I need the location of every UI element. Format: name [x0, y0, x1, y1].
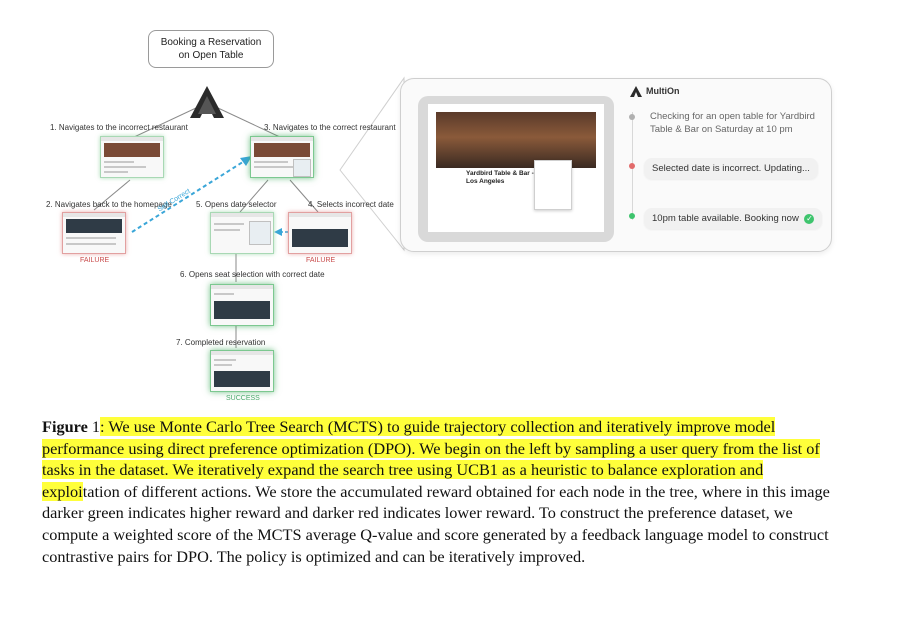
tablet-screen	[428, 104, 604, 232]
caption-highlighted-text: : We use Monte Carlo Tree Search (MCTS) to guide trajectory collection and iteratively improve model performance using direct preference optimization (DPO). We begin on the left by sampling a user query from the list of tasks in the dataset. We iteratively expand the search tree using UCB1 as a heuristic to balance exploration and exploi	[42, 417, 820, 501]
multion-logo-icon	[186, 84, 228, 122]
figure-caption	[42, 416, 842, 567]
step3-label: 3. Navigates to the correct restaurant	[264, 123, 396, 132]
step3-thumbnail	[250, 136, 314, 178]
step2-label: 2. Navigates back to the homepage	[46, 200, 172, 209]
back-arrowhead	[274, 228, 282, 236]
date-picker-popup	[534, 160, 572, 210]
success-label: SUCCESS	[226, 395, 260, 402]
caption-rest-text: tation of different actions. We store the accumulated reward obtained for each node in the tree, where in this image darker green indicates higher reward and darker red indicates lower reward. To construct the preference dataset, we compute a weighted score of the MCTS average Q-value and score generated by a feedback language model to construct contrastive pairs for DPO. The policy is optimized and can be iteratively improved.	[42, 481, 830, 566]
panel-logo-icon	[630, 86, 642, 97]
step2-thumbnail	[62, 212, 126, 254]
task-title-line2: on Open Table	[178, 50, 244, 61]
panel-msg-booking-text: 10pm table available. Booking now	[652, 213, 799, 224]
caption-number: 1	[91, 417, 101, 436]
step7-thumbnail	[210, 350, 274, 392]
timeline-dot-error	[629, 163, 635, 169]
step1-label: 1. Navigates to the incorrect restaurant	[50, 123, 188, 132]
panel-msg-booking	[644, 208, 822, 229]
step4-thumbnail	[288, 212, 352, 254]
step2-failure-label: FAILURE	[80, 257, 110, 264]
panel-msg-checking: Checking for an open table for Yardbird Table & Bar on Saturday at 10 pm	[650, 111, 815, 135]
self-correct-label: Self Correct	[156, 187, 192, 214]
task-title-box	[148, 30, 274, 68]
step5-thumbnail	[210, 212, 274, 254]
step7-label: 7. Completed reservation	[176, 338, 266, 347]
step5-label: 5. Opens date selector	[196, 200, 277, 209]
panel-msg-incorrect: Selected date is incorrect. Updating...	[644, 158, 818, 179]
task-title-line1: Booking a Reservation	[160, 37, 262, 48]
step4-failure-label: FAILURE	[306, 257, 336, 264]
step1-thumbnail	[100, 136, 164, 178]
restaurant-photo	[436, 112, 596, 168]
timeline-dot-pending	[629, 114, 635, 120]
step6-label: 6. Opens seat selection with correct date	[180, 270, 325, 279]
check-circle-icon: ✓	[806, 214, 813, 223]
timeline-dot-success	[629, 213, 635, 219]
caption-label: Figure	[42, 417, 88, 436]
panel-brand: MultiOn	[646, 86, 680, 96]
restaurant-name: Yardbird Table & Bar - Los Angeles	[466, 170, 534, 185]
step6-thumbnail	[210, 284, 274, 326]
step4-label: 4. Selects incorrect date	[308, 200, 394, 209]
